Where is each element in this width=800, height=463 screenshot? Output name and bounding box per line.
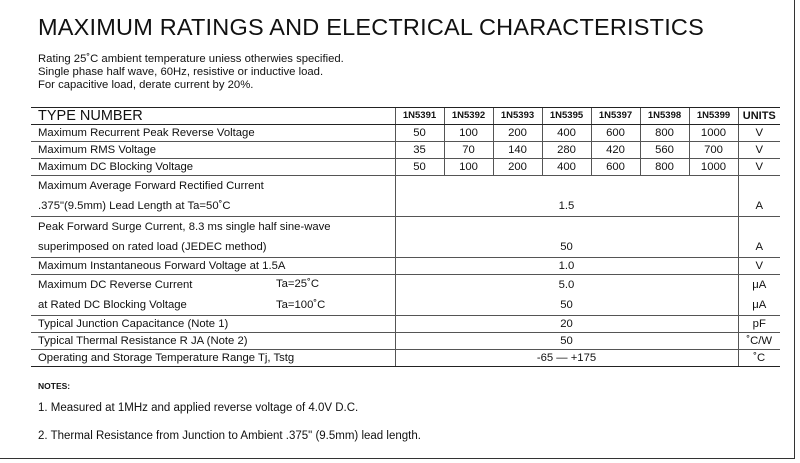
cell-unit: ˚C: [738, 350, 780, 367]
table-row: [31, 217, 780, 238]
cell-unit: A: [738, 196, 780, 217]
param-label: Maximum Instantaneous Forward Voltage at 1.5A: [31, 258, 395, 275]
cell-unit: μA: [738, 275, 780, 296]
cell-value: -65 — +175: [395, 350, 738, 367]
table-row: [31, 237, 780, 258]
note-2: 2. Thermal Resistance from Junction to Ambient .375" (9.5mm) lead length.: [38, 430, 421, 442]
cell-unit: V: [738, 258, 780, 275]
cell-value: 200: [493, 125, 542, 142]
cell-unit: V: [738, 159, 780, 176]
header-part: 1N5399: [689, 108, 738, 125]
table-row: [31, 275, 780, 296]
cell-unit: μA: [738, 295, 780, 316]
intro-text: [38, 53, 344, 92]
param-label: Typical Thermal Resistance R JA (Note 2): [31, 333, 395, 350]
table-header-row: [31, 108, 780, 125]
cell-value: 100: [444, 125, 493, 142]
note-1: 1. Measured at 1MHz and applied reverse voltage of 4.0V D.C.: [38, 402, 359, 414]
cell-value: 700: [689, 142, 738, 159]
header-part: 1N5395: [542, 108, 591, 125]
cell-value: 50: [395, 295, 738, 316]
intro-line: Single phase half wave, 60Hz, resistive or inductive load.: [38, 66, 324, 78]
ir-label: Maximum DC Reverse Current: [38, 279, 193, 291]
cell-value: 400: [542, 125, 591, 142]
cell-value: 560: [640, 142, 689, 159]
cell-unit: V: [738, 125, 780, 142]
table-row: [31, 159, 780, 176]
cell-value: 70: [444, 142, 493, 159]
table-row: [31, 125, 780, 142]
table-row: [31, 350, 780, 367]
table-row: [31, 333, 780, 350]
cell-value: 140: [493, 142, 542, 159]
cell-value: 600: [591, 159, 640, 176]
cell-value: 800: [640, 159, 689, 176]
ir-condition: Ta=100˚C: [276, 299, 326, 311]
ir-condition: Ta=25˚C: [276, 278, 320, 290]
param-label: .375"(9.5mm) Lead Length at Ta=50˚C: [31, 196, 395, 217]
header-units: UNITS: [738, 108, 780, 125]
cell-value: 200: [493, 159, 542, 176]
table-row: [31, 316, 780, 333]
cell-value: 1000: [689, 125, 738, 142]
cell-value: 50: [395, 237, 738, 258]
header-part: 1N5397: [591, 108, 640, 125]
cell-unit: pF: [738, 316, 780, 333]
table-row: [31, 176, 780, 197]
param-label: Maximum Average Forward Rectified Current: [38, 180, 264, 192]
param-label: Operating and Storage Temperature Range Tj, Tstg: [31, 350, 395, 367]
cell-value: 100: [444, 159, 493, 176]
header-type-number: TYPE NUMBER: [31, 108, 395, 125]
cell-value: 35: [395, 142, 444, 159]
header-part: 1N5392: [444, 108, 493, 125]
param-label: Typical Junction Capacitance (Note 1): [31, 316, 395, 333]
cell-value: 1.0: [395, 258, 738, 275]
page-title: MAXIMUM RATINGS AND ELECTRICAL CHARACTERISTICS: [38, 14, 704, 40]
cell-value: 1.5: [395, 196, 738, 217]
param-label: Peak Forward Surge Current, 8.3 ms single half sine-wave: [38, 221, 331, 233]
table-row: [31, 196, 780, 217]
cell-value: 1000: [689, 159, 738, 176]
table-row: [31, 142, 780, 159]
intro-line: For capacitive load, derate current by 20%.: [38, 79, 254, 91]
header-part: 1N5393: [493, 108, 542, 125]
cell-value: 20: [395, 316, 738, 333]
header-part: 1N5391: [395, 108, 444, 125]
notes-heading: NOTES:: [38, 381, 71, 391]
param-label: [31, 295, 395, 316]
cell-value: 50: [395, 159, 444, 176]
cell-unit: V: [738, 142, 780, 159]
cell-value: 400: [542, 159, 591, 176]
cell-unit: A: [738, 237, 780, 258]
cell-value: 280: [542, 142, 591, 159]
cell-value: 50: [395, 125, 444, 142]
cell-unit: ˚C/W: [738, 333, 780, 350]
header-part: 1N5398: [640, 108, 689, 125]
cell-value: 600: [591, 125, 640, 142]
param-label: Maximum DC Blocking Voltage: [31, 159, 395, 176]
cell-value: 420: [591, 142, 640, 159]
param-label: [31, 275, 395, 296]
table-row: [31, 258, 780, 275]
param-label: Maximum RMS Voltage: [31, 142, 395, 159]
cell-value: 800: [640, 125, 689, 142]
table-row: [31, 295, 780, 316]
intro-line: Rating 25˚C ambient temperature uniess otherwies specified.: [38, 53, 344, 65]
param-label: superimposed on rated load (JEDEC method): [31, 237, 395, 258]
cell-value: 5.0: [395, 275, 738, 296]
param-label: Maximum Recurrent Peak Reverse Voltage: [31, 125, 395, 142]
ir-label: at Rated DC Blocking Voltage: [38, 299, 187, 311]
cell-value: 50: [395, 333, 738, 350]
ratings-table: [31, 107, 780, 367]
